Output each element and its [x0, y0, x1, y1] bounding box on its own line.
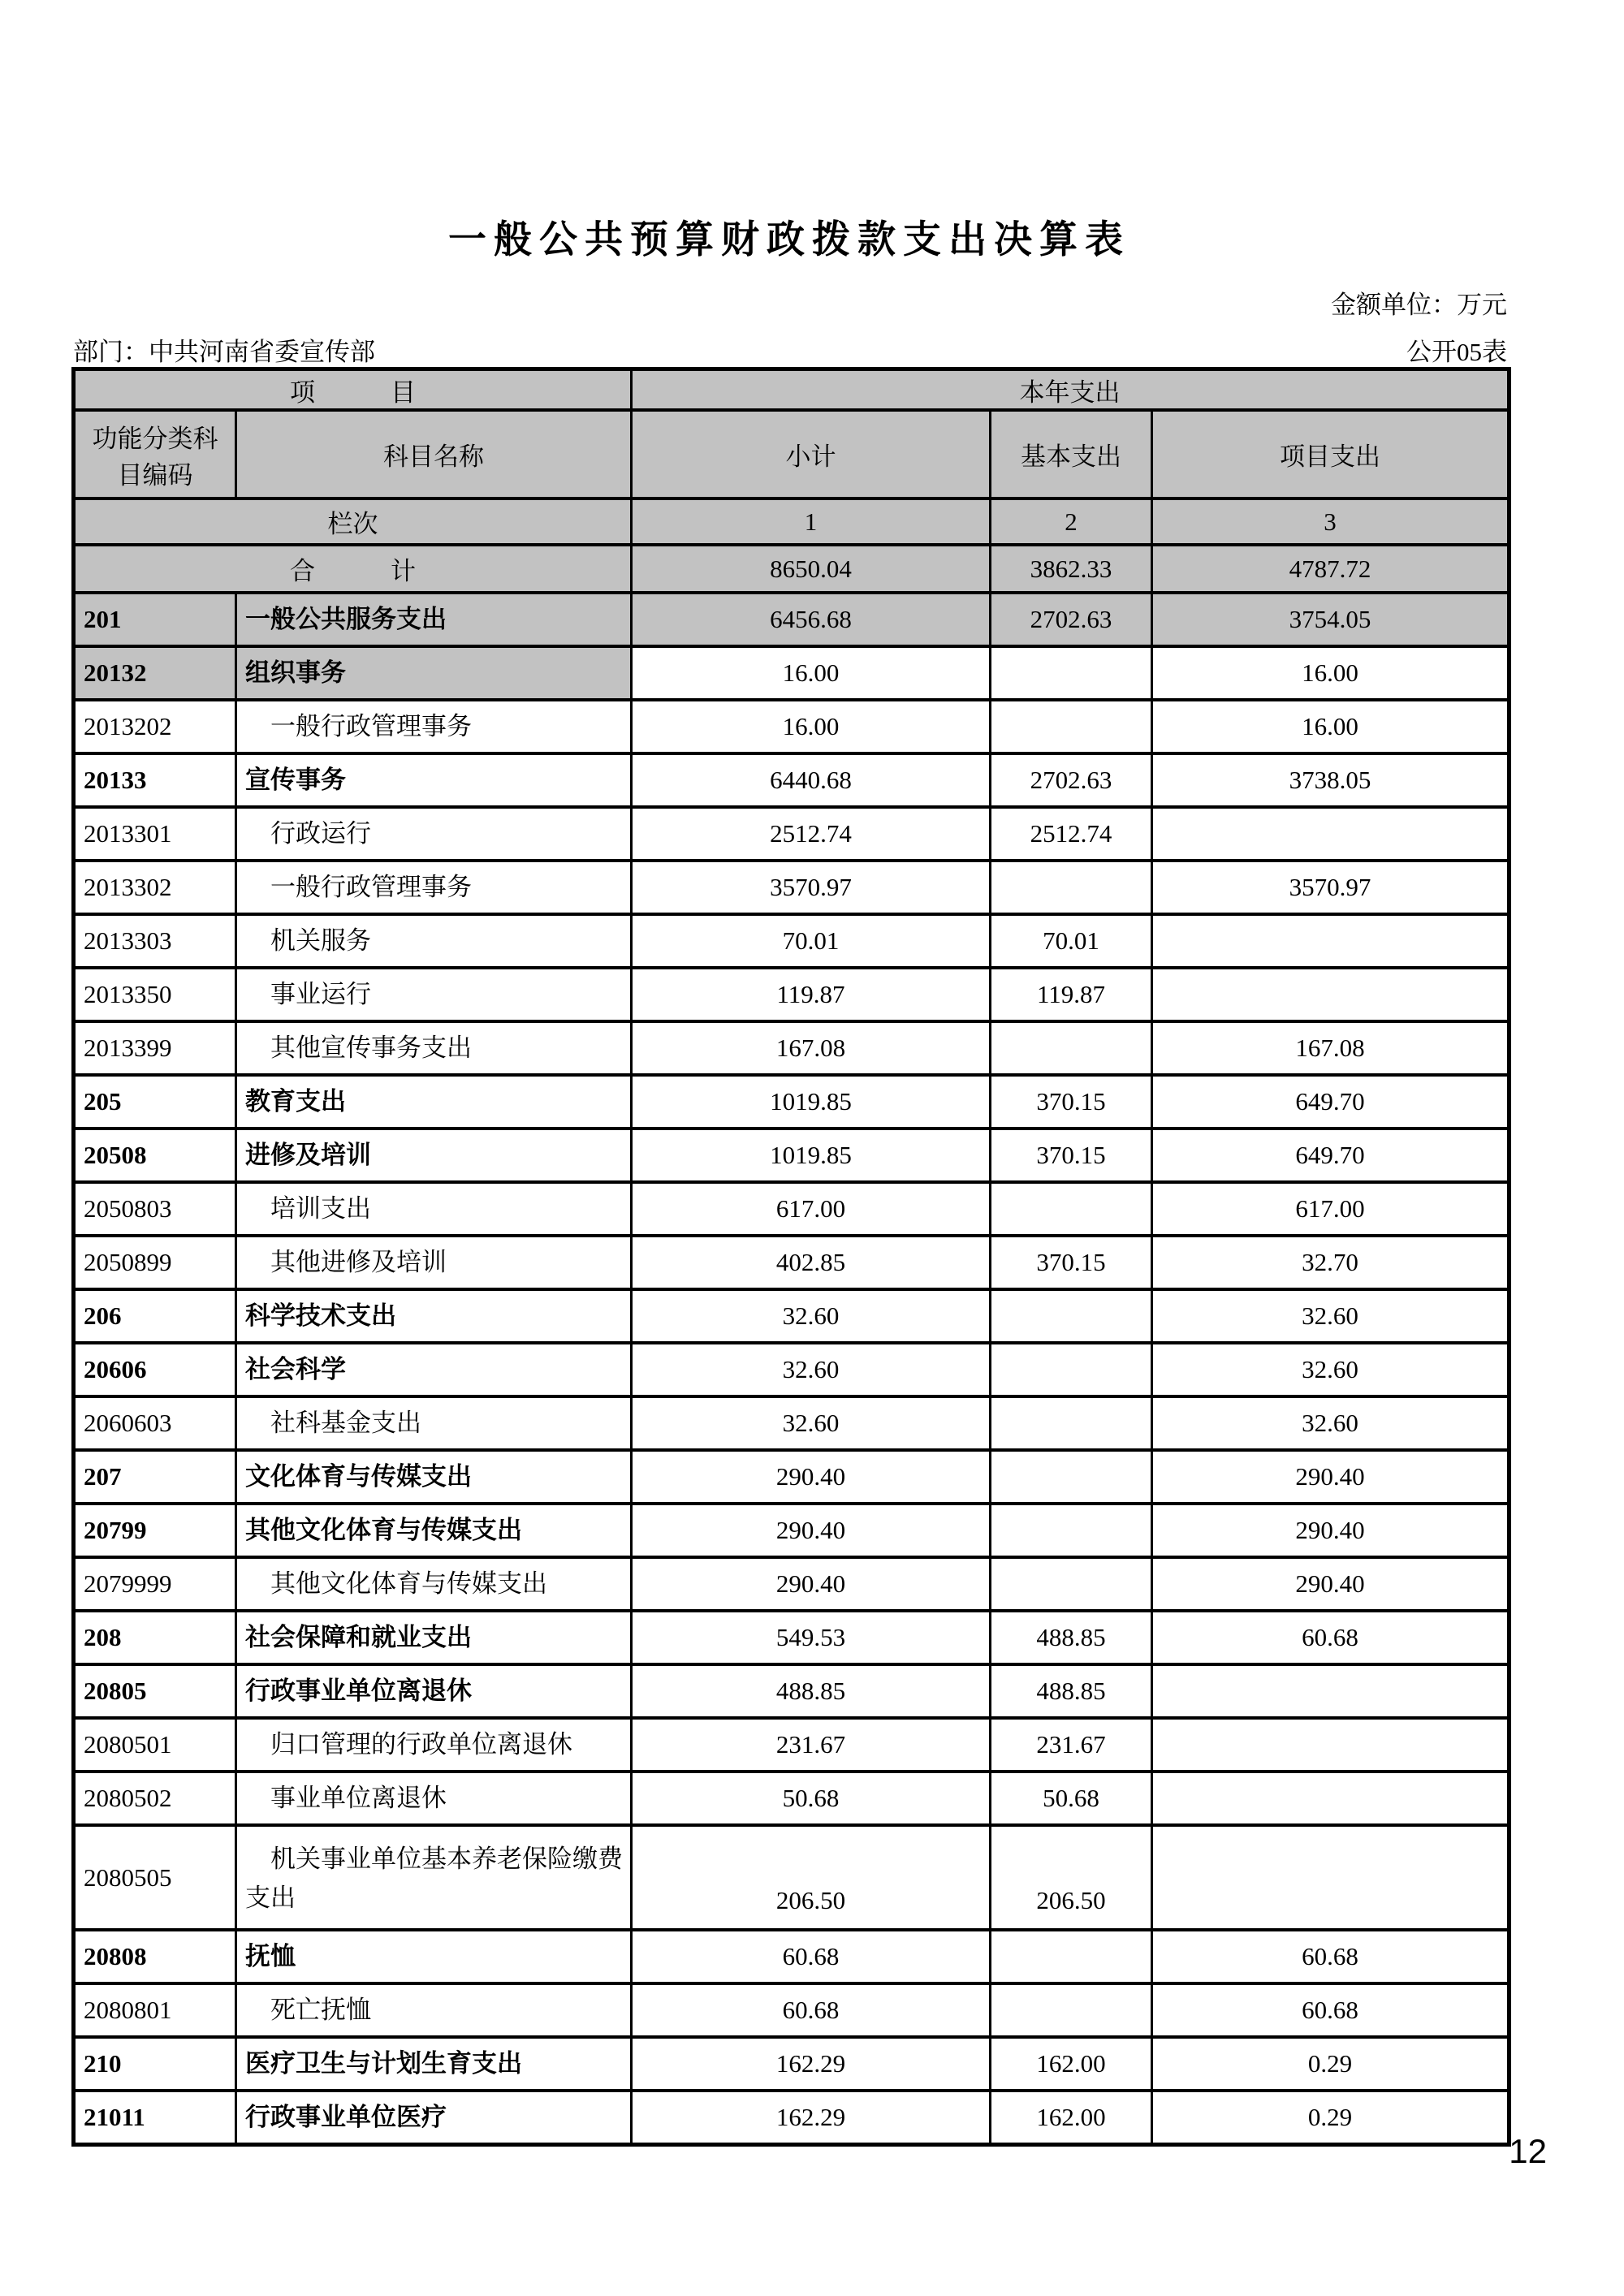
subtotal-cell: 549.53 [632, 1611, 991, 1664]
project-expense-cell: 3754.05 [1152, 593, 1510, 646]
code-cell: 2080801 [74, 1983, 236, 2037]
code-cell: 210 [74, 2037, 236, 2091]
header-row-columns [74, 410, 1510, 498]
table-row [74, 1611, 1510, 1664]
department-line: 部门：中共河南省委宣传部 [73, 338, 375, 366]
basic-expense-cell: 370.15 [991, 1236, 1152, 1289]
basic-expense-cell: 162.00 [991, 2037, 1152, 2091]
subtotal-cell: 162.29 [632, 2037, 991, 2091]
name-cell: 其他文化体育与传媒支出 [236, 1504, 632, 1557]
basic-expense-cell: 162.00 [991, 2091, 1152, 2145]
project-expense-cell [1152, 968, 1510, 1021]
budget-table [71, 367, 1511, 2147]
subtotal-cell: 32.60 [632, 1289, 991, 1343]
basic-expense-cell [991, 1450, 1152, 1504]
code-cell: 2013303 [74, 914, 236, 968]
project-expense-cell: 60.68 [1152, 1611, 1510, 1664]
table-row [74, 1825, 1510, 1930]
name-cell: 死亡抚恤 [236, 1983, 632, 2037]
name-cell: 进修及培训 [236, 1129, 632, 1182]
subtotal-cell: 617.00 [632, 1182, 991, 1236]
code-cell: 2013301 [74, 807, 236, 861]
form-code-label: 公开05表 [1406, 338, 1507, 366]
code-cell: 20133 [74, 753, 236, 807]
project-expense-cell: 32.70 [1152, 1236, 1510, 1289]
code-cell: 2013399 [74, 1021, 236, 1075]
basic-expense-cell [991, 646, 1152, 700]
subtotal-cell: 290.40 [632, 1504, 991, 1557]
header-project-expense: 项目支出 [1152, 410, 1510, 498]
project-expense-cell [1152, 1664, 1510, 1718]
project-expense-cell: 32.60 [1152, 1396, 1510, 1450]
project-expense-cell: 3738.05 [1152, 753, 1510, 807]
basic-expense-cell: 488.85 [991, 1664, 1152, 1718]
code-cell: 2079999 [74, 1557, 236, 1611]
page-number: 12 [1509, 2132, 1547, 2170]
name-cell: 机关服务 [236, 914, 632, 968]
code-cell: 206 [74, 1289, 236, 1343]
subtotal-cell: 32.60 [632, 1396, 991, 1450]
project-expense-cell [1152, 807, 1510, 861]
name-cell: 社科基金支出 [236, 1396, 632, 1450]
basic-expense-cell [991, 861, 1152, 914]
column-index-2: 2 [991, 498, 1152, 545]
subtotal-cell: 60.68 [632, 1983, 991, 2037]
subtotal-cell: 290.40 [632, 1450, 991, 1504]
basic-expense-cell: 50.68 [991, 1772, 1152, 1825]
code-cell: 2080505 [74, 1825, 236, 1930]
header-row-groups [74, 369, 1510, 411]
subtotal-cell: 290.40 [632, 1557, 991, 1611]
project-expense-cell: 32.60 [1152, 1343, 1510, 1396]
header-subject-name: 科目名称 [236, 410, 632, 498]
basic-expense-cell: 370.15 [991, 1075, 1152, 1129]
subtotal-cell: 206.50 [632, 1825, 991, 1930]
table-row [74, 1129, 1510, 1182]
name-cell: 宣传事务 [236, 753, 632, 807]
table-row [74, 1930, 1510, 1983]
table-row [74, 1236, 1510, 1289]
name-cell: 科学技术支出 [236, 1289, 632, 1343]
table-row [74, 914, 1510, 968]
header-function-code: 功能分类科目编码 [74, 410, 236, 498]
code-cell: 2013202 [74, 700, 236, 753]
table-row [74, 807, 1510, 861]
column-index-label: 栏次 [74, 498, 632, 545]
name-cell: 一般行政管理事务 [236, 861, 632, 914]
name-cell: 其他进修及培训 [236, 1236, 632, 1289]
subtotal-cell: 16.00 [632, 700, 991, 753]
name-cell: 机关事业单位基本养老保险缴费支出 [236, 1825, 632, 1930]
basic-expense-cell [991, 1983, 1152, 2037]
code-cell: 201 [74, 593, 236, 646]
name-cell: 医疗卫生与计划生育支出 [236, 2037, 632, 2091]
code-cell: 21011 [74, 2091, 236, 2145]
table-row [74, 593, 1510, 646]
name-cell: 事业运行 [236, 968, 632, 1021]
name-cell: 教育支出 [236, 1075, 632, 1129]
code-cell: 208 [74, 1611, 236, 1664]
basic-expense-cell: 2702.63 [991, 593, 1152, 646]
subtotal-cell: 16.00 [632, 646, 991, 700]
project-expense-cell: 290.40 [1152, 1557, 1510, 1611]
table-row [74, 1075, 1510, 1129]
total-basic: 3862.33 [991, 545, 1152, 593]
table-row [74, 1343, 1510, 1396]
basic-expense-cell: 488.85 [991, 1611, 1152, 1664]
name-cell: 抚恤 [236, 1930, 632, 1983]
table-row [74, 1983, 1510, 2037]
name-cell: 一般公共服务支出 [236, 593, 632, 646]
subtotal-cell: 2512.74 [632, 807, 991, 861]
subtotal-cell: 32.60 [632, 1343, 991, 1396]
code-cell: 20508 [74, 1129, 236, 1182]
subtotal-cell: 6440.68 [632, 753, 991, 807]
code-cell: 205 [74, 1075, 236, 1129]
total-label: 合 计 [74, 545, 632, 593]
project-expense-cell: 60.68 [1152, 1930, 1510, 1983]
table-row [74, 2037, 1510, 2091]
project-expense-cell: 649.70 [1152, 1129, 1510, 1182]
table-row [74, 1021, 1510, 1075]
basic-expense-cell: 370.15 [991, 1129, 1152, 1182]
code-cell: 207 [74, 1450, 236, 1504]
subtotal-cell: 60.68 [632, 1930, 991, 1983]
project-expense-cell: 617.00 [1152, 1182, 1510, 1236]
code-cell: 20132 [74, 646, 236, 700]
subtotal-cell: 402.85 [632, 1236, 991, 1289]
total-project: 4787.72 [1152, 545, 1510, 593]
subtotal-cell: 167.08 [632, 1021, 991, 1075]
code-cell: 20799 [74, 1504, 236, 1557]
name-cell: 组织事务 [236, 646, 632, 700]
project-expense-cell: 16.00 [1152, 700, 1510, 753]
subtotal-cell: 488.85 [632, 1664, 991, 1718]
name-cell: 行政事业单位离退休 [236, 1664, 632, 1718]
basic-expense-cell [991, 1021, 1152, 1075]
table-row [74, 700, 1510, 753]
subtotal-cell: 1019.85 [632, 1129, 991, 1182]
project-expense-cell: 290.40 [1152, 1450, 1510, 1504]
basic-expense-cell: 70.01 [991, 914, 1152, 968]
code-cell: 20606 [74, 1343, 236, 1396]
table-row [74, 968, 1510, 1021]
name-cell: 归口管理的行政单位离退休 [236, 1718, 632, 1772]
page-title: 一般公共预算财政拨款支出决算表 [448, 219, 1130, 261]
name-cell: 其他文化体育与传媒支出 [236, 1557, 632, 1611]
code-cell: 20805 [74, 1664, 236, 1718]
subtotal-cell: 231.67 [632, 1718, 991, 1772]
name-cell: 文化体育与传媒支出 [236, 1450, 632, 1504]
header-row-column-index [74, 498, 1510, 545]
header-year-expense-group: 本年支出 [632, 369, 1510, 411]
header-basic-expense: 基本支出 [991, 410, 1152, 498]
basic-expense-cell [991, 1289, 1152, 1343]
total-row [74, 545, 1510, 593]
project-expense-cell [1152, 1772, 1510, 1825]
subtotal-cell: 50.68 [632, 1772, 991, 1825]
table-row [74, 1504, 1510, 1557]
name-cell: 社会科学 [236, 1343, 632, 1396]
subtotal-cell: 162.29 [632, 2091, 991, 2145]
name-cell: 培训支出 [236, 1182, 632, 1236]
basic-expense-cell [991, 1182, 1152, 1236]
name-cell: 其他宣传事务支出 [236, 1021, 632, 1075]
subtotal-cell: 6456.68 [632, 593, 991, 646]
basic-expense-cell [991, 1343, 1152, 1396]
total-subtotal: 8650.04 [632, 545, 991, 593]
table-row [74, 753, 1510, 807]
basic-expense-cell: 2702.63 [991, 753, 1152, 807]
basic-expense-cell [991, 1504, 1152, 1557]
project-expense-cell [1152, 1825, 1510, 1930]
table-row [74, 1718, 1510, 1772]
name-cell: 行政运行 [236, 807, 632, 861]
table-row [74, 1289, 1510, 1343]
project-expense-cell: 60.68 [1152, 1983, 1510, 2037]
table-row [74, 1450, 1510, 1504]
subtotal-cell: 1019.85 [632, 1075, 991, 1129]
header-item-group: 项 目 [74, 369, 632, 411]
table-row [74, 1557, 1510, 1611]
unit-note: 金额单位：万元 [1331, 291, 1507, 319]
code-cell: 2080501 [74, 1718, 236, 1772]
project-expense-cell [1152, 914, 1510, 968]
project-expense-cell: 0.29 [1152, 2091, 1510, 2145]
project-expense-cell: 649.70 [1152, 1075, 1510, 1129]
code-cell: 2080502 [74, 1772, 236, 1825]
subtotal-cell: 119.87 [632, 968, 991, 1021]
name-cell: 一般行政管理事务 [236, 700, 632, 753]
basic-expense-cell [991, 1396, 1152, 1450]
name-cell: 事业单位离退休 [236, 1772, 632, 1825]
table-row [74, 1664, 1510, 1718]
code-cell: 20808 [74, 1930, 236, 1983]
table-row [74, 1772, 1510, 1825]
basic-expense-cell: 119.87 [991, 968, 1152, 1021]
code-cell: 2013350 [74, 968, 236, 1021]
basic-expense-cell: 2512.74 [991, 807, 1152, 861]
project-expense-cell: 290.40 [1152, 1504, 1510, 1557]
header-subtotal: 小计 [632, 410, 991, 498]
project-expense-cell: 16.00 [1152, 646, 1510, 700]
project-expense-cell [1152, 1718, 1510, 1772]
basic-expense-cell [991, 1557, 1152, 1611]
basic-expense-cell: 231.67 [991, 1718, 1152, 1772]
code-cell: 2050899 [74, 1236, 236, 1289]
table-row [74, 861, 1510, 914]
code-cell: 2050803 [74, 1182, 236, 1236]
subtotal-cell: 70.01 [632, 914, 991, 968]
code-cell: 2060603 [74, 1396, 236, 1450]
subtotal-cell: 3570.97 [632, 861, 991, 914]
table-row [74, 1396, 1510, 1450]
basic-expense-cell: 206.50 [991, 1825, 1152, 1930]
code-cell: 2013302 [74, 861, 236, 914]
project-expense-cell: 32.60 [1152, 1289, 1510, 1343]
basic-expense-cell [991, 700, 1152, 753]
project-expense-cell: 3570.97 [1152, 861, 1510, 914]
table-row [74, 1182, 1510, 1236]
column-index-3: 3 [1152, 498, 1510, 545]
project-expense-cell: 0.29 [1152, 2037, 1510, 2091]
name-cell: 行政事业单位医疗 [236, 2091, 632, 2145]
name-cell: 社会保障和就业支出 [236, 1611, 632, 1664]
column-index-1: 1 [632, 498, 991, 545]
project-expense-cell: 167.08 [1152, 1021, 1510, 1075]
table-row [74, 646, 1510, 700]
table-row [74, 2091, 1510, 2145]
basic-expense-cell [991, 1930, 1152, 1983]
